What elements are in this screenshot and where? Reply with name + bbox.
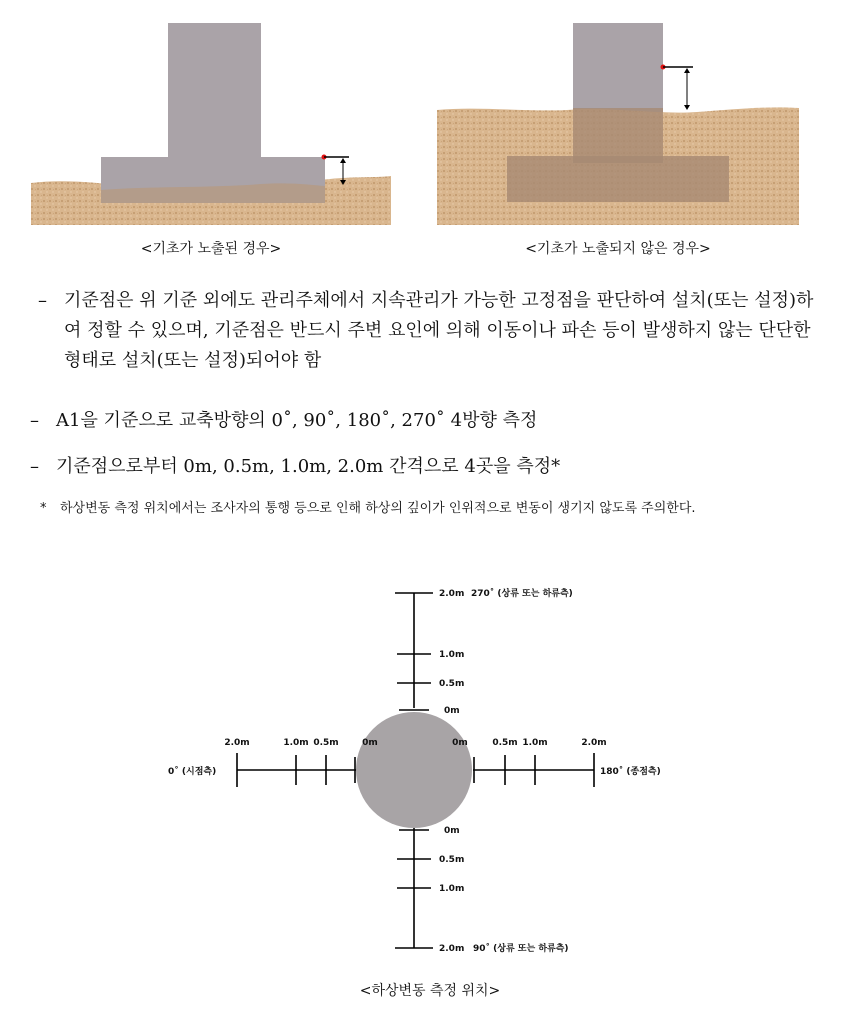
bullet-2 [30,406,830,436]
exposed-illustration [31,20,391,225]
up-0m-label: 0m [444,706,460,716]
right-0m-label: 0m [452,738,468,748]
bullet-dash: – [30,410,39,431]
up-tip-label: 2.0m [439,589,465,599]
left-05m-label: 0.5m [313,738,339,748]
bullet-text: 기준점으로부터 0m, 0.5m, 1.0m, 2.0m 간격으로 4곳을 측정* [56,456,561,477]
left-0m-label: 0m [362,738,378,748]
measurement-diagram [0,575,859,970]
right-dir-label: 180˚ (종점측) [600,767,661,777]
down-tip-label: 2.0m [439,944,465,954]
bullet-1 [38,286,828,376]
right-05m-label: 0.5m [492,738,518,748]
measurement-svg [0,575,859,970]
footnote [40,497,830,521]
footnote-star: * [40,501,47,516]
bullet-3 [30,452,830,482]
down-dir-label: 90˚ (상류 또는 하류측) [473,944,569,954]
up-dir-label: 270˚ (상류 또는 하류측) [471,589,573,599]
left-1m-label: 1.0m [283,738,309,748]
bullet-text: A1을 기준으로 교축방향의 0˚, 90˚, 180˚, 270˚ 4방향 측정 [56,410,538,431]
left-tip-label: 2.0m [224,738,250,748]
pier-circle [356,712,472,828]
left-dir-label: 0˚ (시점측) [168,767,217,777]
down-05m-label: 0.5m [439,855,465,865]
figure-exposed [31,20,391,225]
right-1m-label: 1.0m [522,738,548,748]
down-1m-label: 1.0m [439,884,465,894]
bullet-dash: – [30,456,39,477]
footnote-text: 하상변동 측정 위치에서는 조사자의 통행 등으로 인해 하상의 깊이가 인위적으로 변동이 생기지 않도록 주의한다. [60,501,696,516]
caption-exposed: <기초가 노출된 경우> [140,241,282,257]
not-exposed-illustration [437,20,799,225]
up-05m-label: 0.5m [439,679,465,689]
right-tip-label: 2.0m [581,738,607,748]
bullet-dash: – [38,290,47,311]
up-1m-label: 1.0m [439,650,465,660]
bullet-text: 기준점은 위 기준 외에도 관리주체에서 지속관리가 가능한 고정점을 판단하여 설치(또는 설정)하여 정할 수 있으며, 기준점은 반드시 주변 요인에 의해 이동이나 파손 등이 발생하지 않는 단단한 형태로 설치(또는 설정)되어야 함 [64,290,814,371]
figure-not-exposed [437,20,799,225]
caption-diagram: <하상변동 측정 위치> [359,983,501,999]
caption-not-exposed: <기초가 노출되지 않은 경우> [525,241,711,257]
down-0m-label: 0m [444,826,460,836]
